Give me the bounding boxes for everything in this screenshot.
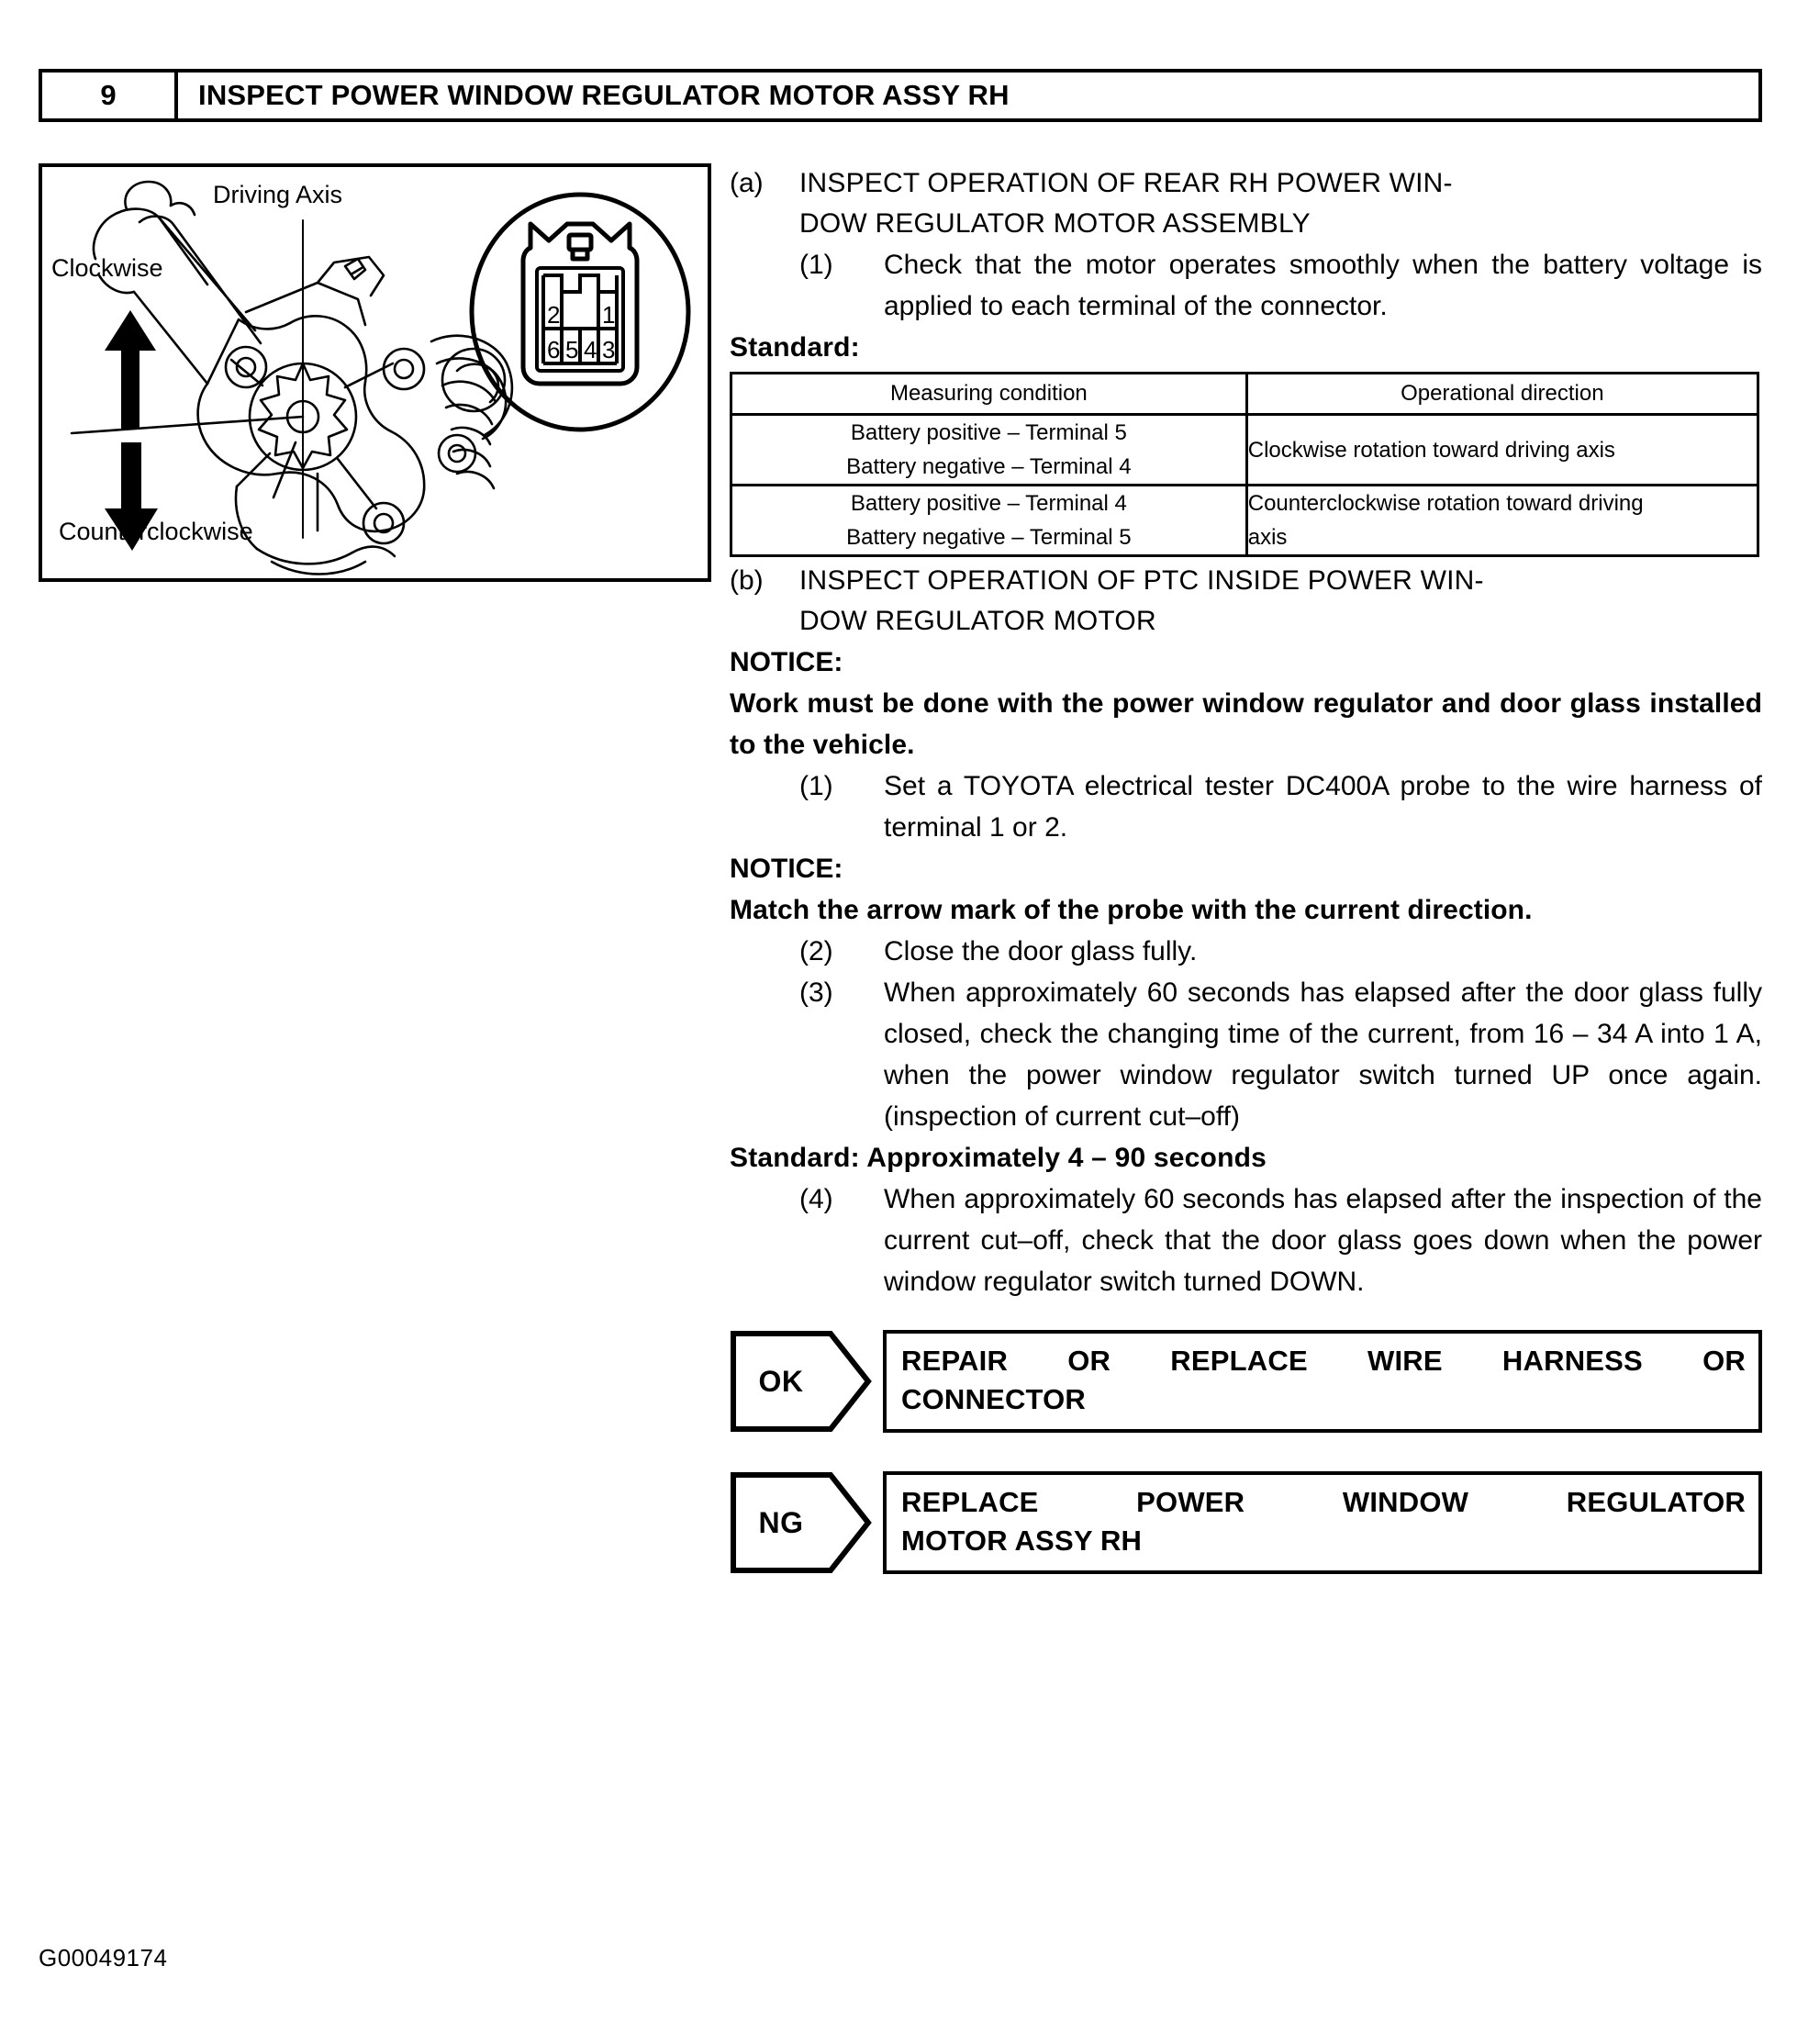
clockwise-arrow xyxy=(105,310,156,429)
procedure-b-step-2 xyxy=(730,931,1762,972)
standard-approximate-line: Standard: Approximately 4 – 90 seconds xyxy=(730,1143,1267,1173)
figure-label-driving-axis: Driving Axis xyxy=(213,181,343,208)
notice-label-1: NOTICE: xyxy=(730,647,843,677)
procedure-a-step-1-text: Check that the motor operates smoothly when the battery voltage is applied to each terminal of the connector. xyxy=(884,250,1762,321)
marker-b3: (3) xyxy=(799,977,833,1008)
table-header-measuring-condition: Measuring condition xyxy=(731,374,1247,415)
table-cell-condition-2 xyxy=(731,486,1247,556)
ng-result-line1: REPLACE POWER WINDOW REGULATOR xyxy=(901,1486,1746,1518)
procedure-b-step-3-text: When approximately 60 seconds has elapsed after the door glass fully closed, check the changing time of the current, from 16 – 34 A into 1 A, when the power window regulator switch turned UP once again.(inspection of current cut–off) xyxy=(884,977,1762,1132)
notice-text-2: Match the arrow mark of the probe with the current direction. xyxy=(730,895,1533,925)
motor-illustration xyxy=(42,167,708,578)
ok-result-line2: CONNECTOR xyxy=(901,1383,1087,1415)
marker-a: (a) xyxy=(730,168,764,198)
table-cell-direction-2 xyxy=(1246,486,1758,556)
ng-badge-label: NG xyxy=(758,1505,804,1539)
table-row xyxy=(731,415,1758,486)
svg-text:6: 6 xyxy=(547,336,561,363)
standard-label: Standard: xyxy=(730,332,860,363)
procedure-a-title-line1: INSPECT OPERATION OF REAR RH POWER WIN- xyxy=(799,168,1453,198)
procedure-item-a xyxy=(730,163,1762,244)
table-row xyxy=(731,486,1758,556)
ng-result-line2: MOTOR ASSY RH xyxy=(901,1525,1143,1557)
figure-label-counterclockwise: Counterclockwise xyxy=(59,518,253,545)
direction-2-line2: axis xyxy=(1247,525,1288,550)
svg-text:1: 1 xyxy=(602,301,616,329)
standard-table xyxy=(730,372,1759,557)
figure-label-clockwise: Clockwise xyxy=(51,254,163,282)
condition-1-line2: Battery negative – Terminal 4 xyxy=(846,454,1132,479)
connector-callout xyxy=(472,195,688,430)
ok-badge xyxy=(730,1330,872,1433)
procedure-b-step-1-text: Set a TOYOTA electrical tester DC400A probe to the wire harness of terminal 1 or 2. xyxy=(884,771,1762,843)
condition-1-line1: Battery positive – Terminal 5 xyxy=(850,420,1127,445)
notice-label-2: NOTICE: xyxy=(730,854,843,884)
marker-b1: (1) xyxy=(799,771,833,801)
procedure-a-title-line2: DOW REGULATOR MOTOR ASSEMBLY xyxy=(799,208,1311,239)
procedure-item-b xyxy=(730,561,1762,642)
table-header-row xyxy=(731,374,1758,415)
marker-b2: (2) xyxy=(799,936,833,966)
svg-text:2: 2 xyxy=(547,301,561,329)
motor-diagram-figure xyxy=(39,163,711,582)
procedure-b-title xyxy=(799,561,1762,642)
procedure-a-title xyxy=(799,163,1762,244)
direction-2-line1: Counterclockwise rotation toward driving xyxy=(1247,491,1644,516)
ng-result-box xyxy=(883,1471,1762,1574)
ok-badge-label: OK xyxy=(758,1364,804,1398)
procedure-b-step-4 xyxy=(730,1178,1762,1302)
table-header-operational-direction: Operational direction xyxy=(1246,374,1758,415)
procedure-column xyxy=(730,163,1762,1574)
marker-b4: (4) xyxy=(799,1184,833,1214)
marker-b: (b) xyxy=(730,565,764,596)
table-cell-condition-1 xyxy=(731,415,1247,486)
marker-a1: (1) xyxy=(799,250,833,280)
svg-text:4: 4 xyxy=(584,336,597,363)
result-ok-row xyxy=(730,1330,1762,1433)
ok-result-line1: REPAIR OR REPLACE WIRE HARNESS OR xyxy=(901,1345,1746,1377)
notice-text-1: Work must be done with the power window regulator and door glass installed to the vehicle. xyxy=(730,688,1762,760)
svg-text:3: 3 xyxy=(602,336,616,363)
ng-badge xyxy=(730,1471,872,1574)
table-cell-direction-1: Clockwise rotation toward driving axis xyxy=(1246,415,1758,486)
step-title: INSPECT POWER WINDOW REGULATOR MOTOR ASSY RH xyxy=(198,79,1010,111)
procedure-b-step-4-text: When approximately 60 seconds has elapsed after the inspection of the current cut–off, check that the door glass goes down when the power window regulator switch turned DOWN. xyxy=(884,1184,1762,1297)
result-ng-row xyxy=(730,1471,1762,1574)
procedure-a-step-1 xyxy=(730,244,1762,327)
condition-2-line1: Battery positive – Terminal 4 xyxy=(850,491,1127,516)
procedure-b-step-3 xyxy=(730,972,1762,1137)
procedure-b-title-line2: DOW REGULATOR MOTOR xyxy=(799,606,1156,636)
step-number: 9 xyxy=(42,73,178,118)
condition-2-line2: Battery negative – Terminal 5 xyxy=(846,525,1132,550)
svg-text:5: 5 xyxy=(565,336,579,363)
ok-result-box xyxy=(883,1330,1762,1433)
document-reference-code: G00049174 xyxy=(39,1944,168,1971)
procedure-b-step-2-text: Close the door glass fully. xyxy=(884,936,1198,966)
procedure-b-title-line1: INSPECT OPERATION OF PTC INSIDE POWER WIN- xyxy=(799,565,1484,596)
procedure-b-step-1 xyxy=(730,765,1762,848)
step-header-bar xyxy=(39,69,1762,122)
